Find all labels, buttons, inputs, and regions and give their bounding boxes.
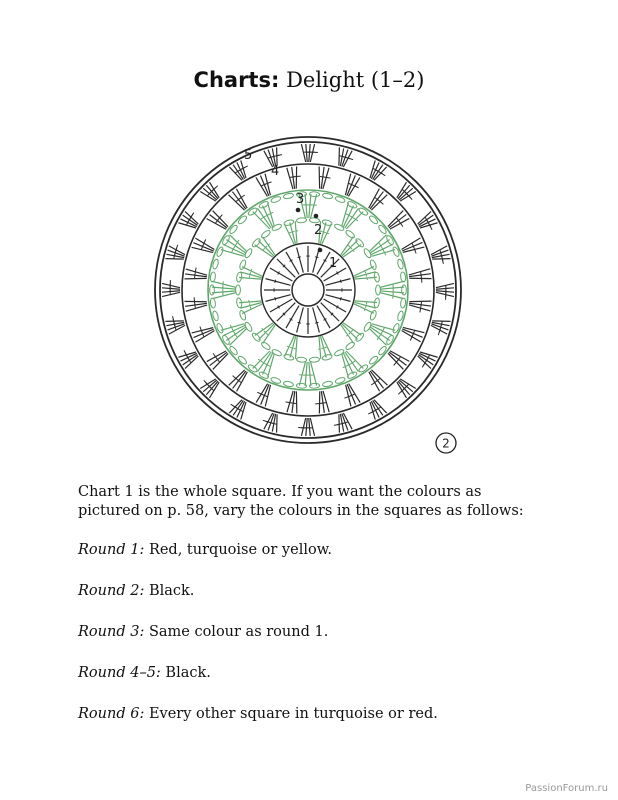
chart-drawing	[155, 137, 461, 443]
round-marker-4: 4	[271, 164, 280, 179]
round-2-chain	[334, 223, 345, 232]
round-5-cluster	[191, 213, 194, 218]
round-3-cluster	[212, 291, 236, 293]
round-5-cluster	[409, 196, 413, 200]
round-3-chain	[385, 334, 394, 345]
page-title	[0, 68, 618, 92]
round-6-text: Every other square in turquoise or red.	[148, 706, 438, 722]
round-5-cluster	[306, 418, 307, 436]
round-2-cluster	[366, 302, 367, 304]
round-1-stitch	[275, 297, 276, 300]
round-2-chain	[345, 341, 356, 351]
round-2-cluster	[365, 271, 366, 273]
round-2-chain	[260, 229, 271, 239]
round-2-chain	[345, 229, 356, 239]
round-5-cluster	[436, 292, 454, 296]
round-3-chain	[368, 215, 379, 225]
round-2-cluster	[264, 331, 266, 333]
round-2-chain	[376, 285, 381, 295]
round-5-cluster	[368, 412, 373, 415]
round-5-cluster	[436, 283, 454, 287]
round-2-cluster	[250, 307, 251, 309]
round-2-cluster	[266, 333, 268, 335]
round-1-stitch	[315, 257, 318, 258]
round-5-cluster	[306, 144, 307, 162]
round-5-cluster	[436, 288, 454, 289]
round-2-cluster	[319, 337, 321, 359]
round-5-cluster	[263, 420, 268, 422]
round-5-cluster	[438, 330, 440, 335]
round-3-chain	[210, 285, 215, 295]
round-3-cluster	[212, 287, 236, 289]
round-2-cluster	[349, 332, 351, 334]
intro-paragraph: Chart 1 is the whole square. If you want the colours as pictured on p. 58, vary the colours in the squares as follows:	[78, 484, 524, 519]
round-3-cluster	[352, 217, 355, 219]
round-1-stitch	[270, 268, 293, 281]
round-1-stitch	[325, 279, 350, 286]
round-3-line	[78, 623, 548, 642]
round-3-chain	[322, 381, 333, 388]
start-dot	[318, 248, 323, 253]
round-2-cluster	[366, 274, 367, 276]
round-3-cluster	[349, 363, 352, 365]
round-3-chain	[402, 285, 407, 295]
round-3-cluster	[381, 331, 383, 334]
round-1-stitch	[297, 307, 304, 332]
round-2-cluster	[249, 303, 250, 305]
round-3-chain	[229, 345, 239, 356]
round-4-cluster	[394, 362, 397, 365]
round-4-cluster	[213, 353, 216, 357]
round-3-cluster	[212, 281, 236, 287]
round-3-cluster	[267, 214, 270, 216]
round-1-stitch	[324, 299, 347, 312]
round-5-cluster	[231, 404, 236, 407]
round-1-stitch	[275, 280, 276, 283]
round-3-cluster	[264, 215, 267, 217]
round-4-cluster	[233, 376, 236, 379]
round-3-text: Same colour as round 1.	[148, 624, 329, 640]
round-3-chain	[221, 334, 230, 345]
round-2-chain	[271, 348, 282, 357]
round-1-stitch	[298, 322, 301, 323]
round-2-cluster	[249, 275, 250, 277]
round-2-chain	[251, 332, 261, 343]
round-4-cluster	[219, 215, 222, 218]
round-3-cluster	[380, 293, 404, 299]
round-5-cluster	[339, 414, 340, 432]
round-5-cluster	[162, 291, 180, 292]
round-2-cluster	[239, 301, 261, 303]
round-4-cluster	[410, 337, 412, 341]
round-3-cluster	[261, 361, 264, 363]
round-5-cluster	[381, 173, 386, 176]
round-3-chain	[221, 235, 230, 246]
round-5-cluster	[162, 292, 180, 296]
round-2-chain	[296, 357, 306, 363]
round-5-cluster	[277, 414, 278, 432]
round-3-cluster	[380, 291, 404, 293]
round-2-cluster	[292, 231, 294, 232]
round-4-cluster	[355, 186, 359, 188]
round-3-chain	[385, 235, 394, 246]
round-2-cluster	[325, 347, 327, 348]
round-3-chain	[368, 355, 379, 365]
round-4-cluster	[241, 195, 245, 198]
round-5-cluster	[310, 144, 314, 162]
round-5-cluster	[243, 166, 248, 169]
round-3-cluster	[383, 249, 385, 252]
round-2-cluster	[263, 248, 265, 250]
round-3-cluster	[299, 362, 305, 386]
round-3-chain	[322, 193, 333, 200]
round-3-edge	[208, 190, 408, 390]
round-1-stitch	[340, 297, 341, 300]
round-3-cluster	[233, 246, 235, 249]
round-1-stitch	[270, 299, 293, 312]
round-2-label: Round 2:	[78, 583, 145, 599]
round-4-cluster	[204, 239, 206, 243]
round-5-cluster	[430, 225, 433, 230]
round-3-cluster	[235, 243, 237, 246]
round-3-cluster	[311, 362, 317, 386]
round-4-edge	[182, 164, 434, 416]
round-3-cluster	[232, 328, 234, 331]
round-2-line	[78, 582, 548, 601]
round-3-chain	[377, 345, 387, 356]
round-1-stitch	[325, 295, 350, 302]
watermark: PassionForum.ru	[525, 783, 608, 794]
round-3-cluster	[233, 331, 235, 334]
round-6-line	[78, 705, 548, 724]
round-5-cluster	[339, 147, 340, 165]
round-5-cluster	[301, 418, 305, 436]
round-3-cluster	[264, 363, 267, 365]
round-1-label: Round 1:	[78, 542, 145, 558]
start-dot	[314, 214, 319, 219]
round-2-cluster	[239, 277, 261, 279]
chart-number: 2	[442, 436, 450, 451]
round-3-chain	[237, 355, 248, 365]
round-3-label: Round 3:	[78, 624, 145, 640]
round-5-cluster	[162, 288, 180, 289]
round-3-cluster	[349, 215, 352, 217]
round-3-chain	[210, 298, 216, 309]
round-4-cluster	[380, 201, 383, 204]
round-3-cluster	[346, 365, 349, 367]
title-rest: Delight (1–2)	[286, 68, 425, 92]
round-5-edge	[160, 142, 456, 438]
round-5-cluster	[436, 291, 454, 292]
center-magic-ring	[292, 274, 324, 306]
round-1-stitch	[321, 303, 339, 321]
round-3-chain	[377, 224, 387, 235]
round-5-cluster	[162, 283, 180, 287]
round-3-cluster	[305, 194, 307, 218]
round-marker-2: 2	[314, 223, 323, 238]
round-2-cluster	[355, 277, 377, 279]
round-3-cluster	[380, 281, 404, 287]
round-2-chain	[296, 217, 306, 223]
round-5-cluster	[422, 363, 425, 368]
round-3-chain	[400, 298, 406, 309]
round-5-cluster	[165, 321, 183, 322]
round-marker-5: 5	[244, 148, 253, 163]
round-5-cluster	[309, 418, 310, 436]
round-2-cluster	[355, 301, 377, 303]
round-3-cluster	[305, 362, 307, 386]
round-2-chain	[309, 357, 319, 363]
round-1-stitch	[298, 257, 301, 258]
round-2-cluster	[348, 245, 350, 247]
round-3-chain	[210, 272, 216, 283]
round-4-5-text: Black.	[165, 665, 211, 681]
round-1-stitch	[340, 280, 341, 283]
round-2-chain	[236, 285, 241, 295]
round-2-cluster	[321, 348, 323, 349]
round-2-cluster	[295, 221, 297, 243]
round-1-stitch	[265, 279, 290, 286]
round-3-cluster	[212, 293, 236, 299]
title-bold: Charts:	[193, 68, 280, 92]
round-1-stitch	[277, 259, 295, 277]
round-4-5-line	[78, 664, 548, 683]
round-2-cluster	[323, 232, 325, 233]
crochet-chart	[148, 117, 468, 462]
round-1-stitch	[313, 307, 320, 332]
round-4-cluster	[371, 382, 375, 385]
round-2-chain	[260, 341, 271, 351]
round-1-stitch	[286, 306, 299, 329]
round-2-chain	[334, 348, 345, 357]
round-4-cluster	[257, 392, 261, 394]
round-4-cluster	[400, 223, 403, 227]
round-5-cluster	[432, 321, 450, 322]
round-1-stitch	[277, 303, 295, 321]
round-3-cluster	[379, 334, 381, 337]
round-5-cluster	[165, 259, 183, 260]
round-marker-1: 1	[329, 256, 338, 271]
round-1-stitch	[297, 247, 304, 272]
round-3-cluster	[380, 287, 404, 289]
round-5-cluster	[398, 391, 402, 395]
round-3-chain	[400, 272, 406, 283]
round-3-cluster	[381, 246, 383, 249]
round-2-cluster	[365, 305, 366, 307]
round-marker-3: 3	[296, 192, 305, 207]
round-2-cluster	[265, 246, 267, 248]
round-6-label: Round 6:	[78, 706, 145, 722]
round-5-cluster	[310, 418, 314, 436]
round-1-line	[78, 541, 548, 560]
round-2-chain	[355, 238, 365, 249]
round-2-cluster	[293, 348, 295, 349]
start-dot	[296, 208, 301, 213]
round-2-cluster	[250, 272, 251, 274]
round-2-cluster	[289, 232, 291, 233]
round-3-cluster	[309, 362, 311, 386]
round-3-chain	[229, 224, 239, 235]
outer-edge	[155, 137, 461, 443]
round-5-cluster	[301, 144, 305, 162]
round-1-stitch	[317, 306, 330, 329]
round-2-cluster	[350, 247, 352, 249]
round-1-text: Red, turquoise or yellow.	[148, 542, 332, 558]
round-2-cluster	[295, 337, 297, 359]
round-5-cluster	[204, 380, 208, 384]
round-2-text: Black.	[148, 583, 195, 599]
round-5-cluster	[184, 350, 187, 355]
round-3-chain	[283, 381, 294, 388]
round-2-cluster	[351, 330, 353, 332]
round-5-cluster	[176, 245, 178, 250]
round-2-chain	[271, 223, 282, 232]
round-4-5-label: Round 4–5:	[78, 665, 161, 681]
round-3-chain	[283, 193, 294, 200]
round-3-chain	[237, 215, 248, 225]
round-5-cluster	[432, 259, 450, 260]
round-5-cluster	[214, 186, 218, 190]
round-2-cluster	[290, 347, 292, 348]
round-1-stitch	[265, 295, 290, 302]
round-1-stitch	[315, 322, 318, 323]
round-5-cluster	[309, 144, 310, 162]
round-5-cluster	[348, 158, 353, 160]
round-1-stitch	[286, 252, 299, 275]
round-3-cluster	[309, 194, 311, 218]
